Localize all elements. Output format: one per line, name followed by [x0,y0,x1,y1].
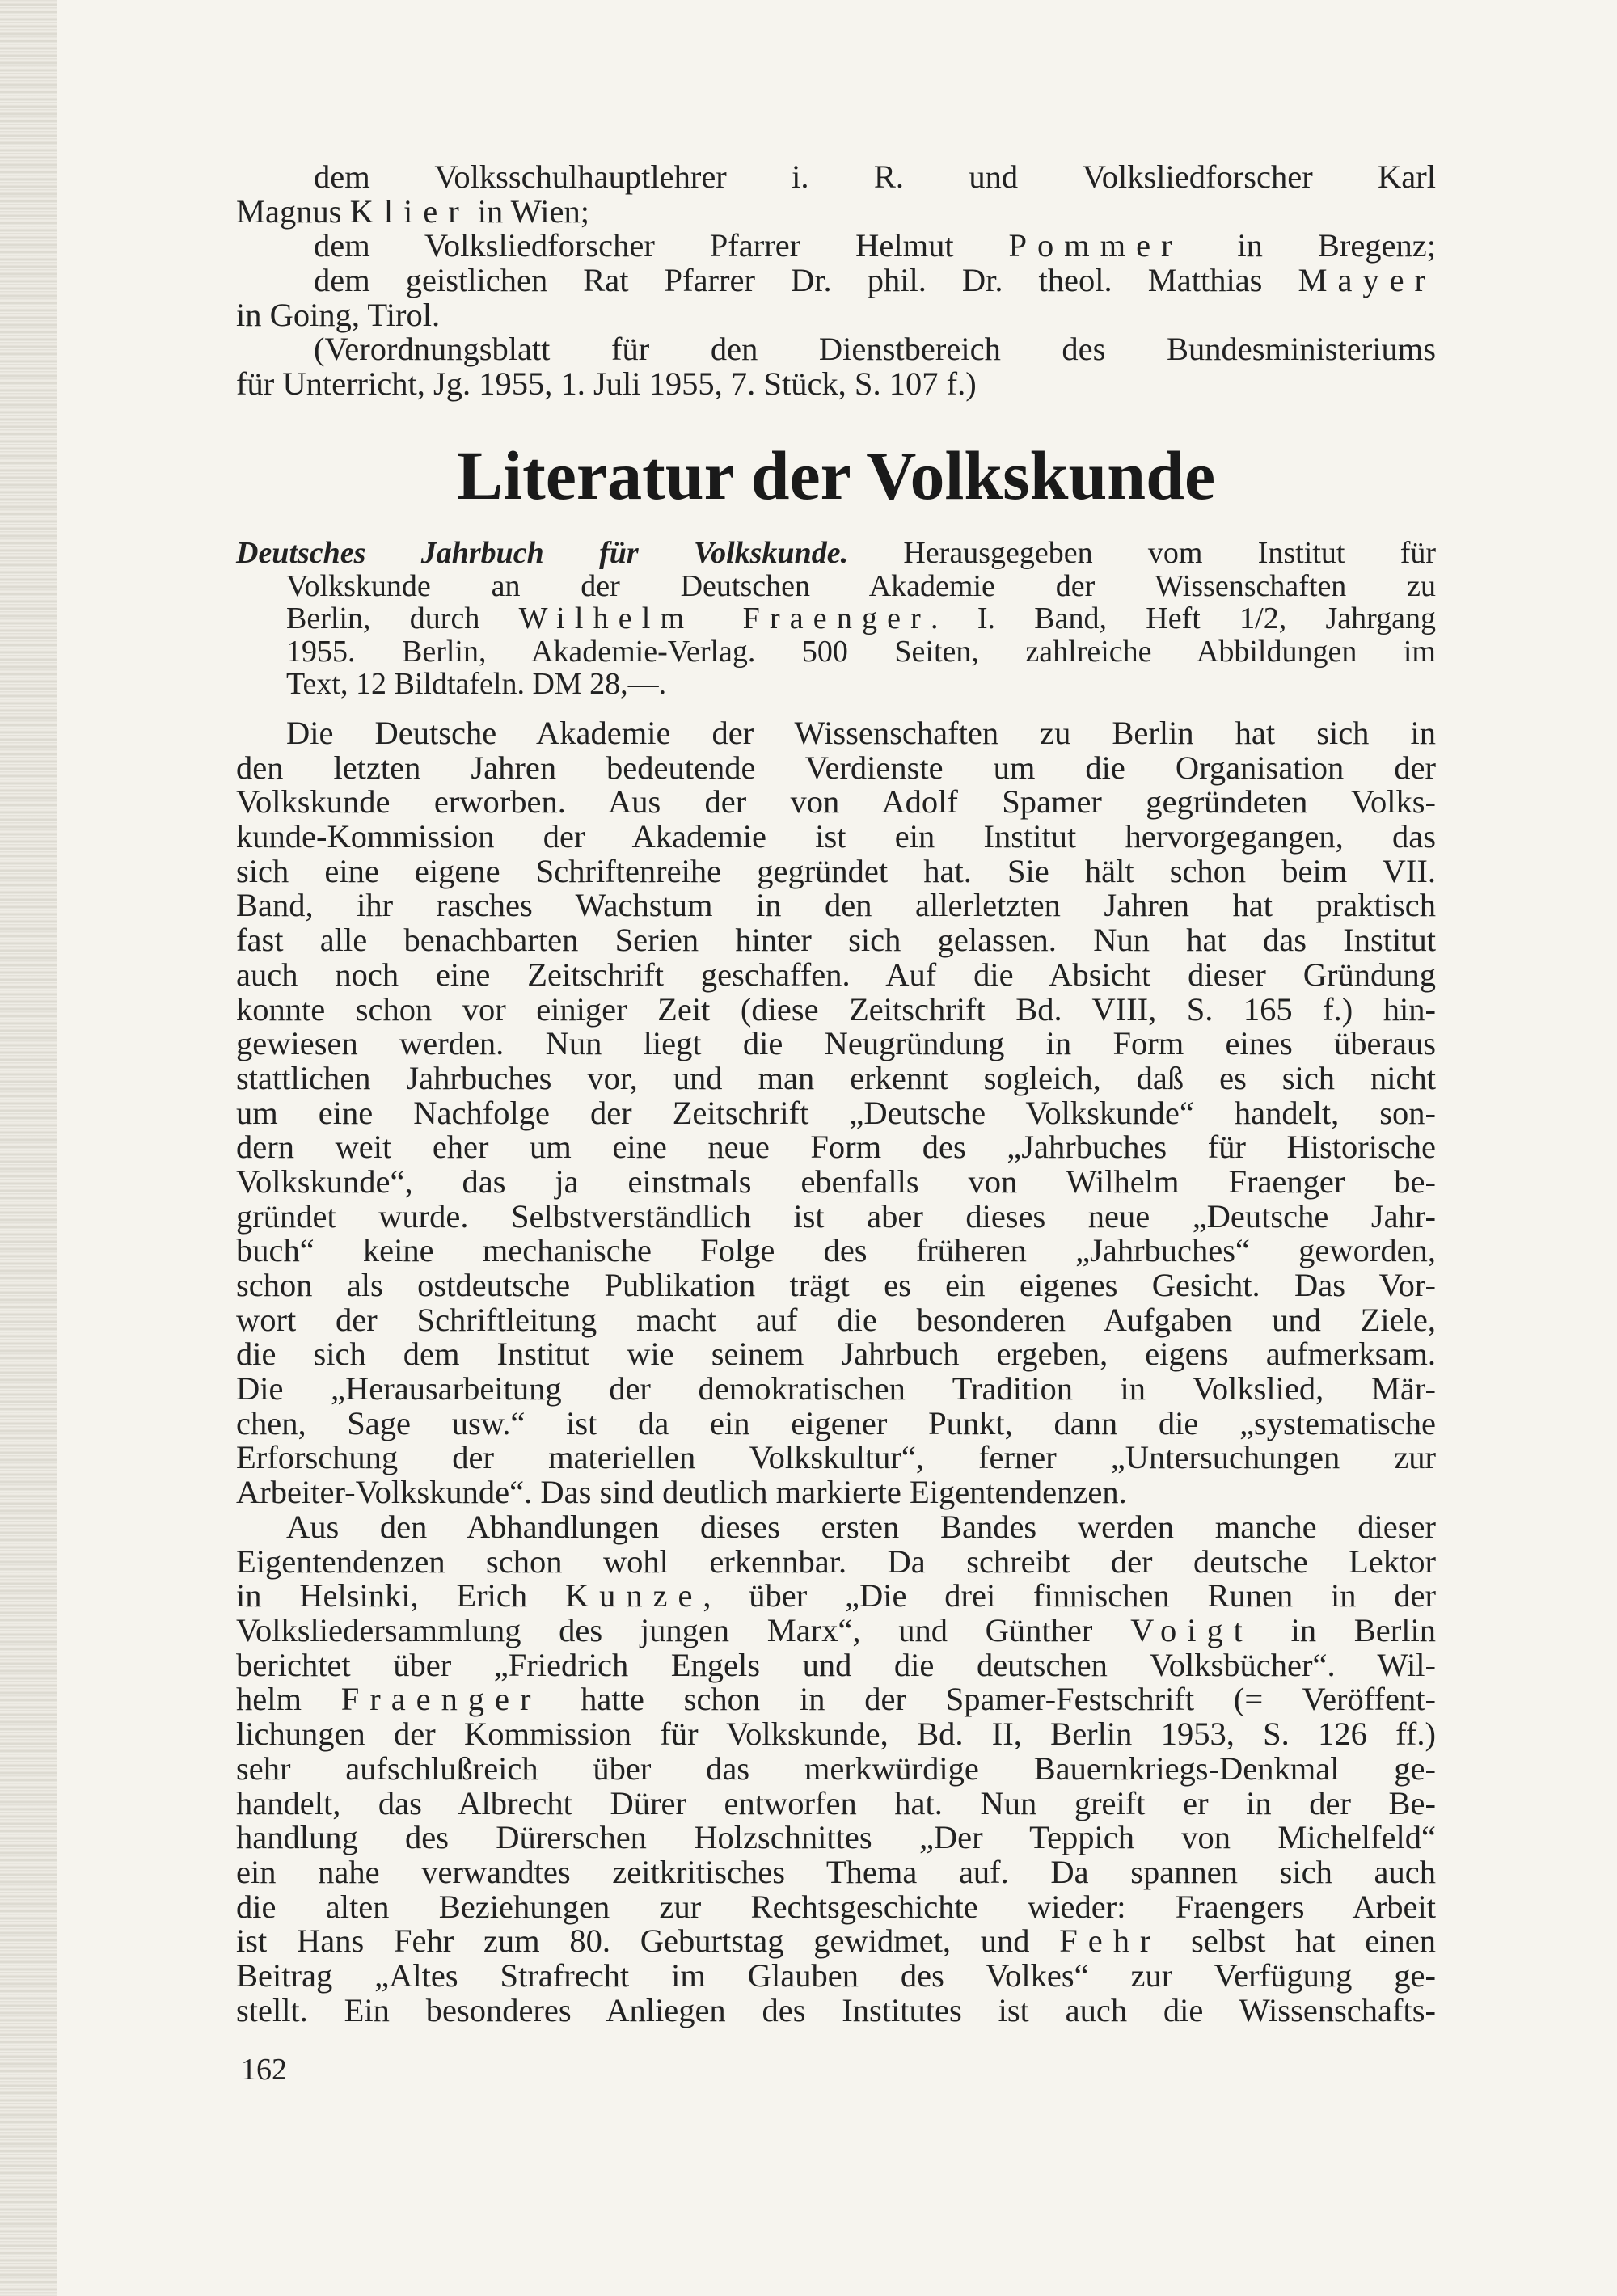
paragraph-line: Aus den Abhandlungen dieses ersten Bandes werden manche dieser [286,1509,1436,1545]
paragraph-line: Beitrag „Altes Strafrecht im Glauben des Volkes“ zur Verfügung ge- [236,1956,1436,1994]
paragraph-line: ein nahe verwandtes zeitkritisches Thema auf. Da spannen sich auch [236,1853,1436,1890]
paragraph-line: Erforschung der materiellen Volkskultur“, ferner „Untersuchungen zur [236,1439,1436,1476]
bib-line: Deutsches Jahrbuch für Volkskunde. Herausgegeben vom Institut für [236,536,1437,570]
bib-line: Berlin, durch Wilhelm Fraenger. I. Band, Heft 1/2, Jahrgang [286,601,1436,635]
paragraph-line: stellt. Ein besonderes Anliegen des Institutes ist auch die Wissenschafts- [236,1991,1436,2028]
awards-line: dem Volksliedforscher Pfarrer Helmut Pommer in Bregenz; [314,227,1436,264]
paragraph-line: um eine Nachfolge der Zeitschrift „Deutsche Volkskunde“ handelt, son- [236,1094,1436,1131]
paragraph-line: Band, ihr rasches Wachstum in den allerletzten Jahren hat praktisch [236,887,1436,924]
awards-block [236,160,1436,402]
paragraph-line: Volkskunde erworben. Aus der von Adolf Spamer gegründeten Volks- [236,783,1436,821]
paragraph-line: lichungen der Kommission für Volkskunde, Bd. II, Berlin 1953, S. 126 ff.) [236,1716,1436,1753]
paragraph-line: berichtet über „Friedrich Engels und die deutschen Volksbücher“. Wil- [236,1646,1436,1683]
bib-line: Volkskunde an der Deutschen Akademie der Wissenschaften zu [286,568,1436,603]
review-paragraph-2 [236,1510,1436,2028]
person-name: Klier [349,192,470,230]
paragraph-line: fast alle benachbarten Serien hinter sich gelassen. Nun hat das Institut [236,922,1436,959]
paragraph-line: Volksliedersammlung des jungen Marx“, und Günther Voigt in Berlin [236,1612,1436,1649]
awards-line: (Verordnungsblatt für den Dienstbereich des Bundesministeriums [314,331,1436,368]
person-name: Kunze [564,1577,703,1614]
awards-line: für Unterricht, Jg. 1955, 1. Juli 1955, 7. Stück, S. 107 f.) [236,365,977,403]
paragraph-line: Eigentendenzen schon wohl erkennbar. Da schreibt der deutsche Lektor [236,1543,1436,1580]
paragraph-line: handlung des Dürerschen Holzschnittes „Der Teppich von Michelfeld“ [236,1819,1436,1856]
paragraph-line: ist Hans Fehr zum 80. Geburtstag gewidmet, und Fehr selbst hat einen [236,1922,1437,1960]
person-name: Fraenger [340,1681,542,1718]
paragraph-line: sehr aufschlußreich über das merkwürdige Bauernkriegs-Denkmal ge- [236,1749,1436,1787]
paragraph-line: kunde-Kommission der Akademie ist ein Institut hervorgegangen, das [236,818,1436,855]
review-paragraph-1 [236,716,1436,1510]
section-heading: Literatur der Volkskunde [456,437,1216,514]
person-name: Fehr [1059,1922,1162,1960]
paragraph-line: wort der Schriftleitung macht auf die besonderen Aufgaben und Ziele, [236,1301,1436,1338]
bib-line: Text, 12 Bildtafeln. DM 28,—. [286,667,667,701]
person-name: Pommer [1008,227,1183,264]
person-name: Voigt [1130,1612,1253,1649]
paragraph-line: sich eine eigene Schriftenreihe gegründet hat. Sie hält schon beim VII. [236,852,1436,889]
awards-line: dem Volksschulhauptlehrer i. R. und Volksliedforscher Karl [314,158,1436,195]
paragraph-line: helm Fraenger hatte schon in der Spamer-Festschrift (= Veröffent- [236,1681,1436,1718]
paragraph-line: chen, Sage usw.“ ist da ein eigener Punkt, dann die „systematische [236,1404,1436,1441]
page-number: 162 [241,2053,287,2087]
paragraph-line: Arbeiter-Volkskunde“. Das sind deutlich markierte Eigentendenzen. [236,1474,1127,1511]
paragraph-line: handelt, das Albrecht Dürer entworfen hat. Nun greift er in der Be- [236,1784,1436,1821]
paragraph-line: die alten Beziehungen zur Rechtsgeschichte wieder: Fraengers Arbeit [236,1888,1436,1925]
scan-binding-edge [0,0,57,2296]
bib-line: 1955. Berlin, Akademie-Verlag. 500 Seiten, zahlreiche Abbildungen im [286,634,1436,669]
book-title: Deutsches Jahrbuch für Volkskunde. [236,536,849,570]
paragraph-line: die sich dem Institut wie seinem Jahrbuch ergeben, eigens aufmerksam. [236,1336,1436,1373]
paragraph-line: Die Deutsche Akademie der Wissenschaften zu Berlin hat sich in [286,715,1436,751]
paragraph-line: den letzten Jahren bedeutende Verdienste um die Organisation der [236,749,1436,786]
bibliography-entry [236,537,1436,701]
paragraph-line: schon als ostdeutsche Publikation trägt es ein eigenes Gesicht. Das Vor- [236,1267,1436,1303]
awards-line: dem geistlichen Rat Pfarrer Dr. phil. Dr. theol. Matthias Mayer [314,262,1436,299]
paragraph-line: stattlichen Jahrbuches vor, und man erkennt sogleich, daß es sich nicht [236,1059,1436,1096]
paragraph-line: auch noch eine Zeitschrift geschaffen. Auf die Absicht dieser Gründung [236,956,1436,993]
person-name: Mayer [1298,262,1436,299]
awards-line: Magnus Klier in Wien; [236,192,589,230]
paragraph-line: buch“ keine mechanische Folge des früheren „Jahrbuches“ geworden, [236,1232,1436,1269]
paragraph-line: dern weit eher um eine neue Form des „Jahrbuches für Historische [236,1129,1436,1166]
person-name: Wilhelm Fraenger [518,601,931,635]
paragraph-line: Volkskunde“, das ja einstmals ebenfalls von Wilhelm Fraenger be- [236,1163,1436,1200]
paragraph-line: in Helsinki, Erich Kunze, über „Die drei finnischen Runen in der [236,1577,1436,1614]
paragraph-line: gewiesen werden. Nun liegt die Neugründung in Form eines überaus [236,1025,1436,1062]
paragraph-line: Die „Herausarbeitung der demokratischen Tradition in Volkslied, Mär- [236,1370,1436,1408]
paragraph-line: konnte schon vor einiger Zeit (diese Zeitschrift Bd. VIII, S. 165 f.) hin- [236,990,1436,1028]
paragraph-line: gründet wurde. Selbstverständlich ist aber dieses neue „Deutsche Jahr- [236,1197,1436,1235]
awards-line: in Going, Tirol. [236,296,441,333]
